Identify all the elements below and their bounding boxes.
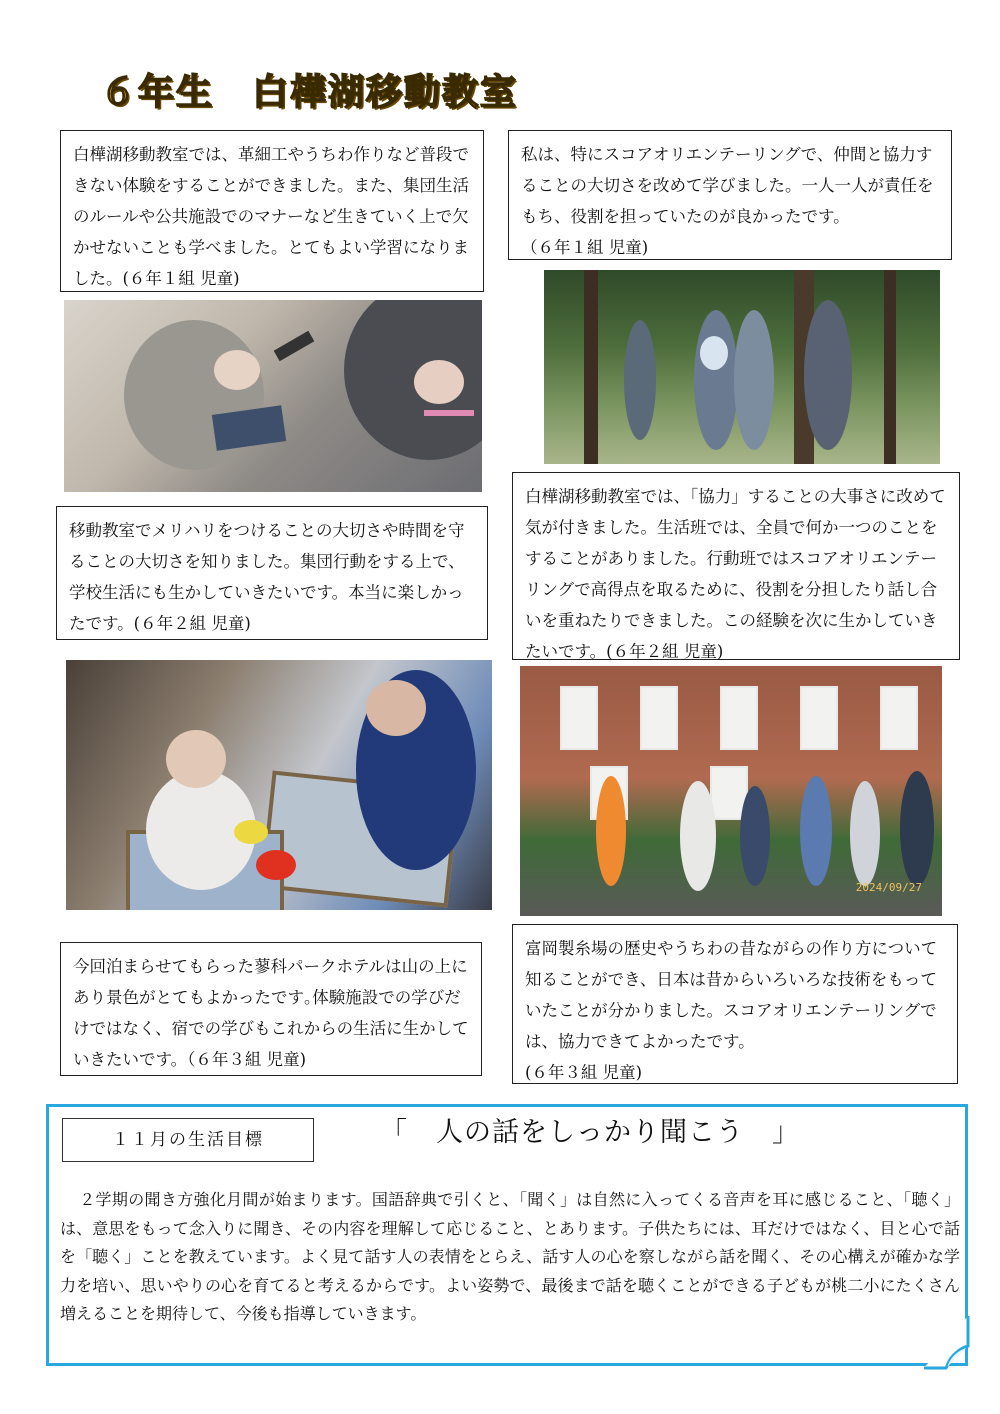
monthly-goal-text: ２学期の聞き方強化月間が始まります。国語辞典で引くと、「聞く」は自然に入ってくる音声を耳に感じること、「聴く」は、意思をもって念入りに聞き、その内容を理解して応じること、とあります。子供たちには、耳だけではなく、目と心で話を「聴く」ことを教えています。よく見て話す人の表情をとらえ、話す人の心を察しながら話を聞く、その心構えが確かな学力を培い、思いやりの心を育てると考えるからです。よい姿勢で、最後まで話を聴くことができる子どもが桃二小にたくさん増えることを期待して、今後も指導していきます。 xyxy=(60,1190,960,1323)
comment-text: 移動教室でメリハリをつけることの大切さや時間を守ることの大切さを知りました。集団行動をする上で、学校生活にも生かしていきたいです。本当に楽しかったです。(６年２組 児童) xyxy=(69,521,465,633)
comment-box-6 xyxy=(512,924,958,1084)
monthly-goal-slogan: 「 人の話をしっかり聞こう 」 xyxy=(380,1117,800,1148)
monthly-goal-label: １１月の生活目標 xyxy=(62,1118,314,1162)
photo-date-stamp: 2024/09/27 xyxy=(855,881,922,894)
comment-credit: (６年３組 児童) xyxy=(525,1063,643,1082)
photo-silk-mill xyxy=(520,666,942,916)
comment-box-2 xyxy=(508,130,952,260)
comment-box-1 xyxy=(60,130,484,292)
comment-text: 今回泊まらせてもらった蓼科パークホテルは山の上にあり景色がとてもよかったです｡体験施設での学びだけではなく、宿での学びもこれからの生活に生かしていきたいです。（６年３組 児童) xyxy=(73,957,469,1069)
comment-credit: （６年１組 児童) xyxy=(521,238,649,257)
photo-uchiwa-making xyxy=(66,660,492,910)
comment-text: 富岡製糸場の歴史やうちわの昔ながらの作り方について知ることができ、日本は昔からいろいろな技術をもっていたことが分かりました。スコアオリエンテーリングでは、協力できてよかったです。 xyxy=(525,939,938,1051)
page-title: ６年生 白樺湖移動教室 xyxy=(100,72,519,113)
comment-box-3 xyxy=(56,506,488,640)
photo-orienteering xyxy=(544,270,940,464)
comment-text: 私は、特にスコアオリエンテーリングで、仲間と協力することの大切さを改めて学びました。一人一人が責任をもち、役割を担っていたのが良かったです。 xyxy=(521,145,934,226)
comment-text: 白樺湖移動教室では、「協力」することの大事さに改めて気が付きました。生活班では、全員で何か一つのことをすることがありました。行動班ではスコアオリエンテーリングで高得点を取るために、役割を分担したり話し合いを重ねたりできました。この経験を次に生かしていきたいです。(６年２組 児童) xyxy=(525,487,946,661)
comment-box-4 xyxy=(512,472,960,660)
comment-text: 白樺湖移動教室では、革細工やうちわ作りなど普段できない体験をすることができました。また、集団生活のルールや公共施設でのマナーなど生きていく上で欠かせないことも学べました。とてもよい学習になりました。(６年１組 児童) xyxy=(73,145,469,288)
page-curl-decoration xyxy=(924,1316,974,1370)
photo-leather-craft xyxy=(64,300,482,492)
comment-box-5 xyxy=(60,942,482,1076)
